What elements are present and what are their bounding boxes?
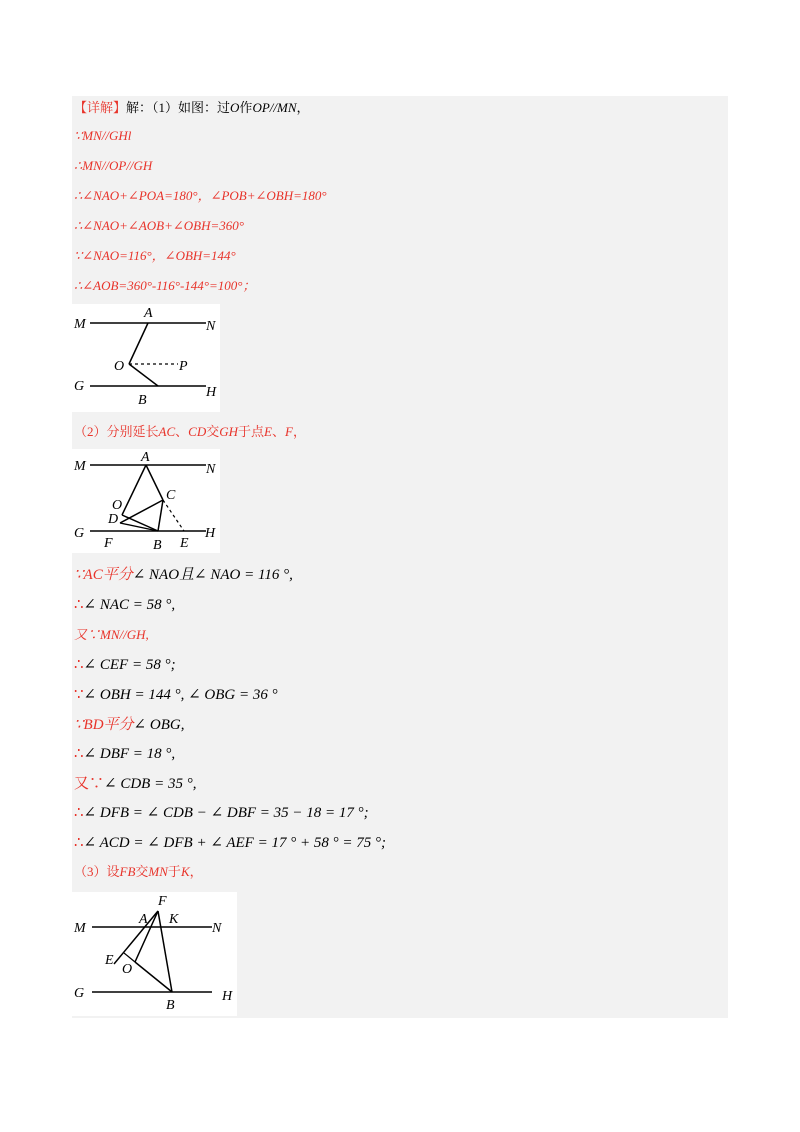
- label-B: B: [153, 538, 162, 553]
- black-part: ∠ DFB = ∠ CDB − ∠ DBF = 35 − 18 = 17 °;: [83, 805, 369, 821]
- part1-line: ∵MN//GHl: [74, 128, 132, 143]
- black-part: ∠ NAO且∠ NAO = 116 °,: [132, 567, 293, 583]
- part2-line: [74, 804, 369, 822]
- p3-text: 于: [167, 864, 181, 879]
- p2-var: E: [264, 424, 272, 439]
- label-G: G: [74, 986, 85, 1001]
- part2-line: [74, 686, 278, 704]
- part1-line: ∴MN//OP//GH: [74, 158, 153, 173]
- intro-text3: ，: [296, 100, 310, 115]
- label-N: N: [212, 921, 222, 936]
- intro-line: [74, 99, 310, 117]
- label-O: O: [122, 962, 133, 977]
- p2-text: （2）分别延长: [74, 424, 159, 439]
- label-D: D: [108, 512, 119, 527]
- red-part: 又∵MN//GH,: [74, 627, 149, 642]
- red-part: ∴: [74, 746, 84, 762]
- intro-text: 解：（1）如图：过: [126, 100, 231, 115]
- p3-var: FB: [119, 864, 136, 879]
- black-part: ∠ CDB = 35 °,: [104, 776, 197, 792]
- figure-3: [72, 892, 237, 1016]
- part1-line: ∴∠AOB=360°-116°-144°=100°；: [74, 278, 256, 293]
- part1-line: ∴∠NAO+∠POA=180°，∠POB+∠OBH=180°: [74, 188, 327, 203]
- label-B: B: [166, 998, 175, 1013]
- label-N: N: [206, 462, 216, 477]
- label-K: K: [169, 912, 179, 927]
- part2-line: [74, 775, 196, 793]
- label-H: H: [206, 385, 217, 400]
- red-part: ∴: [74, 835, 84, 851]
- label-G: G: [74, 379, 85, 394]
- red-part: ∵: [74, 687, 84, 703]
- p2-text: 交: [206, 424, 220, 439]
- p2-text: 于点: [238, 424, 265, 439]
- part3-head: [74, 863, 203, 881]
- label-A: A: [141, 450, 150, 465]
- p3-var: MN: [148, 864, 168, 879]
- part2-line: [74, 716, 184, 734]
- black-part: ∠ ACD = ∠ DFB + ∠ AEF = 17 ° + 58 ° = 75 °;: [83, 835, 386, 851]
- label-F: F: [104, 536, 113, 551]
- part2-line: [74, 596, 175, 614]
- label-E: E: [180, 536, 189, 551]
- black-part: ∠ OBH = 144 °, ∠ OBG = 36 °: [83, 687, 278, 703]
- part1-line: ∵∠NAO=116°，∠OBH=144°: [74, 248, 236, 263]
- p2-text: 、: [271, 424, 285, 439]
- p3-text: （3）设: [74, 864, 120, 879]
- black-part: ∠ NAC = 58 °,: [83, 597, 176, 613]
- red-part: ∵BD平分: [74, 717, 134, 733]
- label-A: A: [144, 306, 153, 321]
- figure-2: [72, 449, 220, 553]
- intro-var2: OP//MN: [252, 100, 297, 115]
- figure-1: [72, 304, 220, 412]
- label-M: M: [74, 921, 86, 936]
- p2-var: AC: [158, 424, 176, 439]
- label-O: O: [112, 498, 123, 513]
- part2-line: [74, 745, 175, 763]
- part2-line: [74, 656, 176, 674]
- label-H: H: [222, 989, 233, 1004]
- intro-var: O: [230, 100, 240, 115]
- part1-line: ∴∠NAO+∠AOB+∠OBH=360°: [74, 218, 244, 233]
- label-E: E: [105, 953, 114, 968]
- label-F: F: [158, 894, 167, 909]
- part2-head: [74, 423, 306, 441]
- p3-text: ，: [189, 864, 203, 879]
- part2-line: [74, 834, 386, 852]
- label-P: P: [179, 359, 188, 374]
- red-part: ∴: [74, 597, 84, 613]
- detail-tag: 【详解】: [74, 100, 127, 115]
- label-B: B: [138, 393, 147, 408]
- label-G: G: [74, 526, 85, 541]
- red-part: ∴: [74, 805, 84, 821]
- black-part: ∠ CEF = 58 °;: [83, 657, 176, 673]
- label-N: N: [206, 319, 216, 334]
- intro-text2: 作: [239, 100, 253, 115]
- black-part: ∠ DBF = 18 °,: [83, 746, 176, 762]
- part2-line: [74, 626, 149, 644]
- p2-var: GH: [219, 424, 239, 439]
- label-M: M: [74, 317, 86, 332]
- label-H: H: [205, 526, 216, 541]
- part2-line: [74, 566, 293, 584]
- label-C: C: [166, 488, 176, 503]
- label-A: A: [139, 912, 148, 927]
- p3-text: 交: [135, 864, 149, 879]
- black-part: ∠ OBG,: [133, 717, 185, 733]
- p2-text: ，: [292, 424, 306, 439]
- red-part: 又∵: [74, 776, 105, 792]
- red-part: ∴: [74, 657, 84, 673]
- p3-var: K: [180, 864, 190, 879]
- label-O: O: [114, 359, 125, 374]
- p2-var: F: [285, 424, 293, 439]
- red-part: ∵AC平分: [74, 567, 133, 583]
- p2-text: 、: [175, 424, 189, 439]
- label-M: M: [74, 459, 86, 474]
- p2-var: CD: [188, 424, 207, 439]
